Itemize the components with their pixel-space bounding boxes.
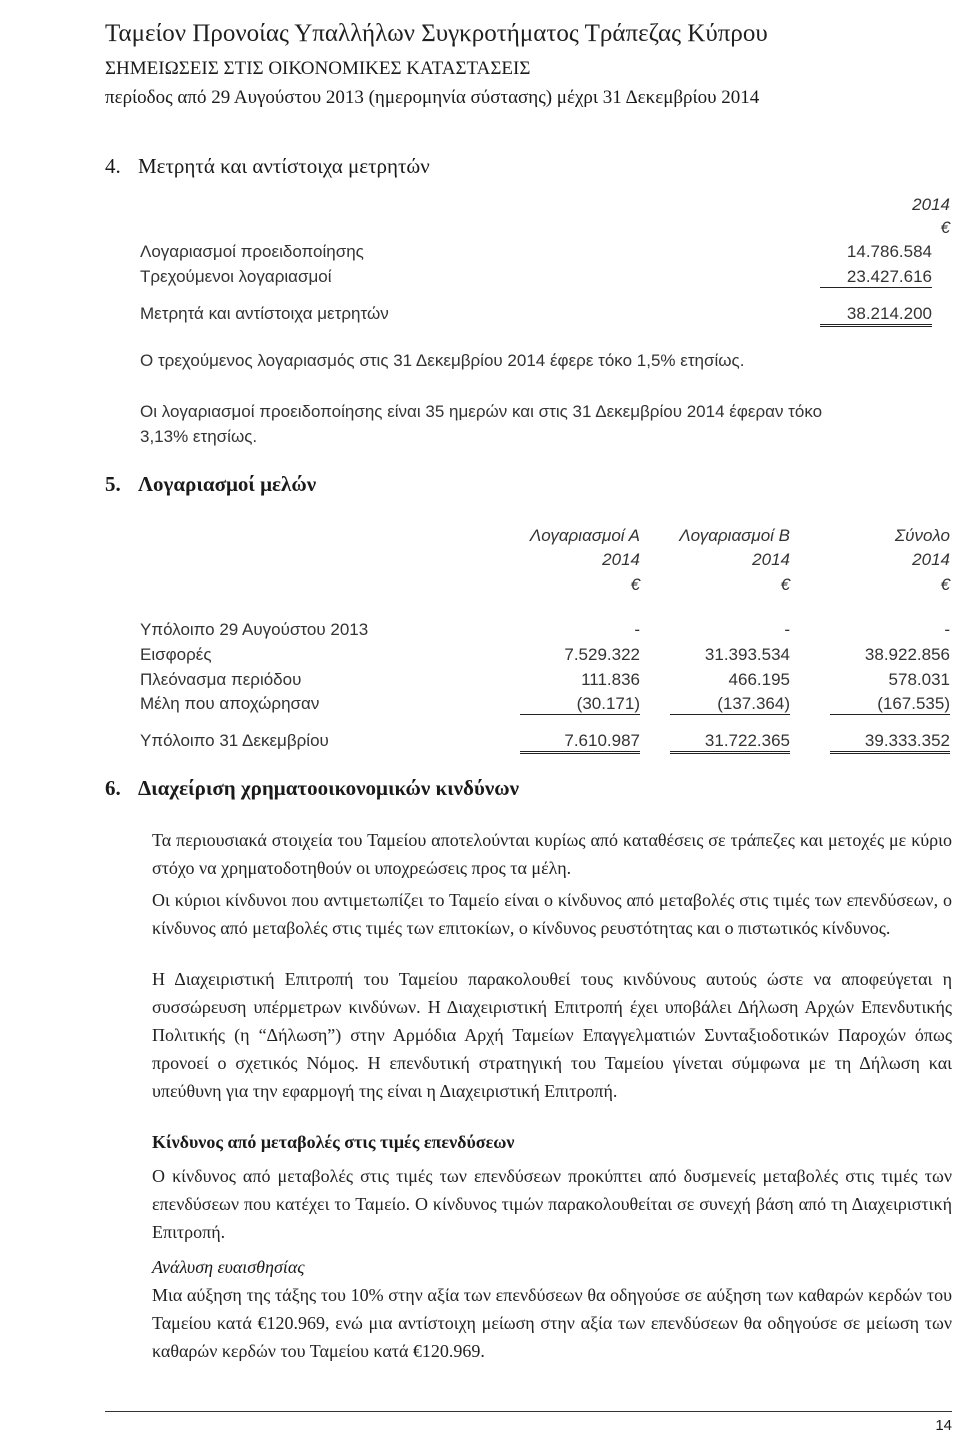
s5-cell: (167.535) (830, 694, 950, 715)
s5-cell: - (784, 620, 790, 639)
s4-col-year: 2014 (912, 195, 950, 214)
s6-paragraph-risks: Οι κύριοι κίνδυνοι που αντιμετωπίζει το Ταμείο είναι ο κίνδυνος από μεταβολές στις τιμές των επενδύσεων, ο κίνδυνος από μεταβολές στις τιμές των επιτοκίων, ο κίνδυνος ρευστότητας και ο πιστωτικός κίνδυνος. (152, 890, 952, 938)
s5-cell: - (944, 620, 950, 639)
s5-cell: 111.836 (581, 670, 640, 689)
s4-row-value: 14.786.584 (846, 242, 932, 261)
s5-row-label: Υπόλοιπο 29 Αυγούστου 2013 (140, 620, 369, 639)
s4-total-label: Μετρητά και αντίστοιχα μετρητών (140, 304, 389, 323)
s4-row-value: 23.427.616 (820, 267, 932, 288)
section-4-heading (105, 154, 430, 179)
s4-note-interest-current: Ο τρεχούμενος λογαριασμός στις 31 Δεκεμβρίου 2014 έφερε τόκο 1,5% ετησίως. (140, 351, 745, 370)
s4-row-label: Λογαριασμοί προειδοποίησης (140, 242, 364, 261)
s4-total-value: 38.214.200 (820, 304, 932, 327)
section-5-heading (105, 472, 316, 497)
s6-paragraph-price-risk: Ο κίνδυνος από μεταβολές στις τιμές των επενδύσεων προκύπτει από δυσμενείς μεταβολές στις τιμές των επενδύσεων που κατέχει το Ταμείο. Ο κίνδυνος τιμών παρακολουθείται σε συνεχή βάση από τη Διαχειριστική Επιτροπή. (152, 1166, 952, 1242)
s5-cell: - (634, 620, 640, 639)
s5-cell: (30.171) (520, 694, 640, 715)
s6-paragraph-sensitivity: Μια αύξηση της τάξης του 10% στην αξία των επενδύσεων θα οδηγούσε σε αύξηση των καθαρών κερδών του Ταμείου κατά €120.969, ενώ μια αντίστοιχη μείωση στην αξία των επενδύσεων θα οδηγούσε σε μείωση των καθαρών κερδών του Ταμείου κατά €120.969. (152, 1285, 952, 1361)
footer-rule (105, 1411, 952, 1412)
s5-col-year: 2014 (912, 550, 950, 569)
s5-row-label: Εισφορές (140, 645, 212, 664)
section-5-title: Λογαριασμοί μελών (138, 472, 317, 496)
s5-cell: 7.529.322 (564, 645, 640, 664)
s5-total-cell: 39.333.352 (830, 731, 950, 754)
s5-cell: 466.195 (728, 670, 790, 689)
section-6-title: Διαχείριση χρηματοοικονομικών κινδύνων (138, 776, 519, 800)
page-number: 14 (935, 1417, 952, 1434)
s5-cell: 578.031 (888, 670, 950, 689)
document-period: περίοδος από 29 Αυγούστου 2013 (ημερομηνία σύστασης) μέχρι 31 Δεκεμβρίου 2014 (105, 87, 760, 108)
s4-note-interest-notice-line1: Οι λογαριασμοί προειδοποίησης είναι 35 ημερών και στις 31 Δεκεμβρίου 2014 έφεραν τόκο (140, 402, 823, 421)
s6-subheading-sensitivity: Ανάλυση ευαισθησίας (152, 1257, 305, 1277)
s5-total-cell: 7.610.987 (520, 731, 640, 754)
s6-paragraph-assets: Τα περιουσιακά στοιχεία του Ταμείου αποτελούνται κυρίως από καταθέσεις σε τράπεζες και μετοχές με κύριο στόχο να χρηματοδοτηθούν οι υποχρεώσεις προς τα μέλη. (152, 830, 952, 878)
s5-total-label: Υπόλοιπο 31 Δεκεμβρίου (140, 731, 329, 750)
section-5-number: 5. (105, 472, 121, 496)
s5-total-cell: 31.722.365 (670, 731, 790, 754)
s5-col-currency: € (780, 575, 790, 594)
document-subtitle: ΣΗΜΕΙΩΣΕΙΣ ΣΤΙΣ ΟΙΚΟΝΟΜΙΚΕΣ ΚΑΤΑΣΤΑΣΕΙΣ (105, 58, 531, 79)
section-4-number: 4. (105, 154, 121, 178)
s5-col-currency: € (630, 575, 640, 594)
s5-col-year: 2014 (602, 550, 640, 569)
s5-col-header: Λογαριασμοί Α (529, 526, 640, 545)
s5-cell: 31.393.534 (704, 645, 790, 664)
s5-cell: (137.364) (670, 694, 790, 715)
s4-col-currency: € (940, 218, 950, 237)
s5-cell: 38.922.856 (864, 645, 950, 664)
s4-row-label: Τρεχούμενοι λογαριασμοί (140, 267, 332, 286)
s6-subheading-price-risk: Κίνδυνος από μεταβολές στις τιμές επενδύσεων (152, 1132, 515, 1152)
s5-col-header: Σύνολο (894, 526, 950, 545)
section-6-heading (105, 776, 519, 801)
s5-col-currency: € (940, 575, 950, 594)
section-4-title: Μετρητά και αντίστοιχα μετρητών (138, 154, 430, 178)
s5-col-header: Λογαριασμοί Β (679, 526, 790, 545)
section-6-number: 6. (105, 776, 121, 800)
document-title: Ταμείον Προνοίας Υπαλλήλων Συγκροτήματος Τράπεζας Κύπρου (105, 20, 768, 47)
s5-col-year: 2014 (752, 550, 790, 569)
s5-row-label: Μέλη που αποχώρησαν (140, 694, 320, 713)
s6-paragraph-committee: Η Διαχειριστική Επιτροπή του Ταμείου παρακολουθεί τους κινδύνους αυτούς ώστε να αποφεύγεται η συσσώρευση υπέρμετρων κινδύνων. Η Διαχειριστική Επιτροπή έχει υποβάλει Δήλωση Αρχών Επενδυτικής Πολιτικής (η “Δήλωση”) στην Αρμόδια Αρχή Ταμείων Επαγγελματιών Συνταξιοδοτικών Παροχών όπως προνοεί ο σχετικός Νόμος. Η επενδυτική στρατηγική του Ταμείου γίνεται σύμφωνα με τη Δήλωση και υπεύθυνη για την εφαρμογή της είναι η Διαχειριστική Επιτροπή. (152, 969, 952, 1101)
s5-row-label: Πλεόνασμα περιόδου (140, 670, 302, 689)
s4-note-interest-notice-line2: 3,13% ετησίως. (140, 427, 258, 446)
